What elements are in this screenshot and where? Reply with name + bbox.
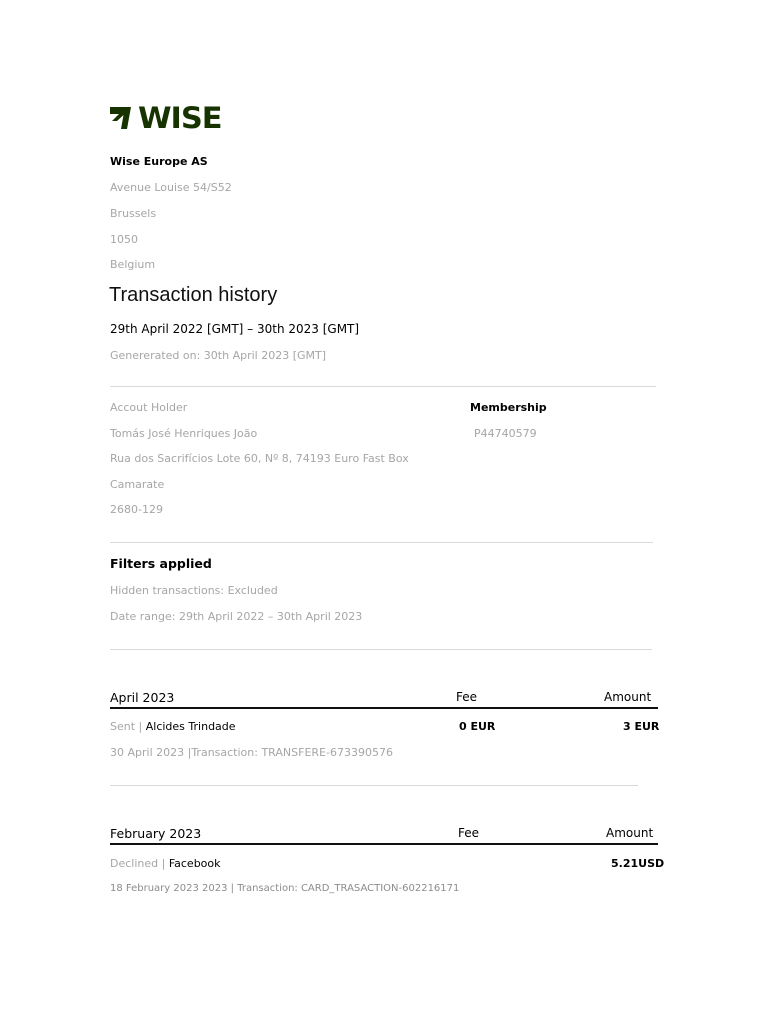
- amount-column-header: Amount: [606, 826, 654, 840]
- document-title: Transaction history: [109, 284, 278, 306]
- company-name: Wise Europe AS: [110, 155, 208, 168]
- transaction-counterparty: Alcides Trindade: [145, 720, 236, 733]
- amount-column-header: Amount: [604, 690, 652, 704]
- statement-date-range: 29th April 2022 [GMT] – 30th 2023 [GMT]: [110, 322, 360, 336]
- transaction-status: Sent: [110, 720, 136, 733]
- account-holder-name: Tomás José Henriques João: [110, 427, 258, 440]
- section-month: February 2023: [110, 826, 202, 841]
- divider: [110, 785, 638, 786]
- section-header-rule: [110, 843, 658, 845]
- transaction-status: Declined: [110, 857, 159, 870]
- section-header-rule: [110, 707, 658, 709]
- divider: [110, 542, 653, 543]
- transaction-amount: 3 EUR: [623, 720, 660, 733]
- divider: [110, 386, 656, 387]
- company-address-country: Belgium: [110, 258, 156, 271]
- account-holder-label: Accout Holder: [110, 401, 188, 414]
- transaction-title: [110, 720, 236, 733]
- company-address-postcode: 1050: [110, 233, 138, 246]
- transaction-separator: |: [158, 857, 169, 870]
- generated-on: Genererated on: 30th April 2023 [GMT]: [110, 349, 327, 362]
- transaction-details: 18 February 2023 2023 | Transaction: CARD_TRASACTION-602216171: [110, 883, 460, 894]
- fee-column-header: Fee: [456, 690, 478, 704]
- divider: [110, 649, 652, 650]
- company-address-city: Brussels: [110, 207, 157, 220]
- wise-wordmark: WISE: [138, 101, 222, 135]
- fee-column-header: Fee: [458, 826, 480, 840]
- filter-hidden-transactions: Hidden transactions: Excluded: [110, 584, 278, 597]
- transaction-title: [110, 857, 221, 870]
- transaction-fee: 0 EUR: [459, 720, 496, 733]
- account-holder-postcode: 2680-129: [110, 503, 163, 516]
- transaction-separator: |: [135, 720, 146, 733]
- filters-heading: Filters applied: [110, 556, 212, 571]
- section-month: April 2023: [110, 690, 175, 705]
- transaction-amount: 5.21USD: [611, 857, 665, 870]
- filter-date-range: Date range: 29th April 2022 – 30th April 2023: [110, 610, 363, 623]
- account-holder-city: Camarate: [110, 478, 165, 491]
- account-holder-street: Rua dos Sacrifícios Lote 60, Nº 8, 74193 Euro Fast Box: [110, 452, 409, 465]
- transaction-counterparty: Facebook: [168, 857, 221, 870]
- membership-number: P44740579: [474, 427, 537, 440]
- company-address-street: Avenue Louise 54/S52: [110, 181, 232, 194]
- wise-logo: [110, 101, 222, 135]
- transaction-details: 30 April 2023 |Transaction: TRANSFERE-673390576: [110, 746, 393, 759]
- membership-label: Membership: [470, 401, 547, 414]
- wise-flag-icon: [110, 105, 135, 131]
